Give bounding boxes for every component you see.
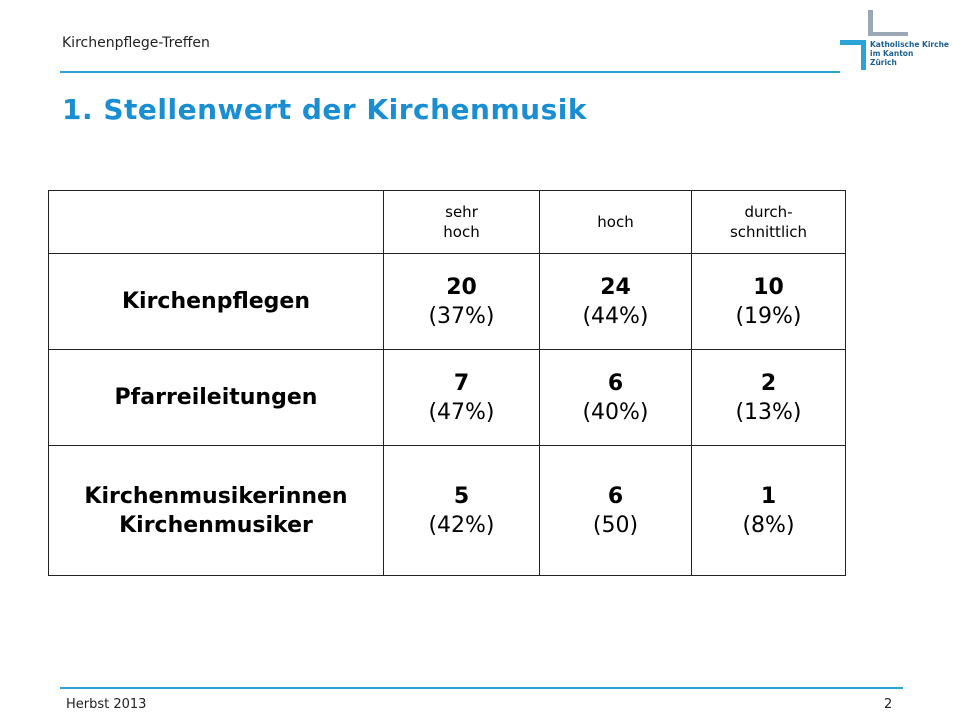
row-header-line: Kirchenpflegen [121, 289, 311, 314]
header-label: Kirchenpflege-Treffen [62, 35, 210, 51]
cell-percent: (42%) [428, 512, 495, 538]
table-corner-cell [49, 191, 384, 254]
table-cell [384, 254, 540, 350]
cell-percent: (40%) [582, 399, 649, 425]
logo-line: Katholische Kirche [870, 40, 949, 49]
cell-percent: (13%) [735, 399, 802, 425]
column-header-sehr-hoch [384, 191, 540, 254]
table-cell [692, 350, 846, 446]
row-header-kirchenmusiker [49, 446, 384, 576]
cell-percent: (44%) [582, 303, 649, 329]
results-table [48, 190, 846, 576]
table-cell [540, 446, 692, 576]
column-header-line: sehr [445, 203, 478, 221]
footer-label: Herbst 2013 [66, 697, 147, 712]
table-cell [692, 254, 846, 350]
cell-count: 1 [760, 483, 777, 509]
table-cell [384, 350, 540, 446]
cell-count: 24 [600, 274, 631, 300]
row-header-pfarreileitungen [49, 350, 384, 446]
cell-count: 20 [446, 274, 477, 300]
table-cell [692, 446, 846, 576]
column-header-line: schnittlich [729, 223, 808, 241]
table-cell [384, 446, 540, 576]
logo-text [870, 40, 949, 67]
column-header-line: durch- [744, 203, 793, 221]
cell-percent: (8%) [742, 512, 795, 538]
row-header-line: Kirchenmusikerinnen [84, 483, 348, 509]
header-divider [60, 71, 840, 73]
column-header-hoch [540, 191, 692, 254]
footer-divider [60, 687, 903, 689]
row-header-kirchenpflegen [49, 254, 384, 350]
cell-percent: (47%) [428, 399, 495, 425]
cell-count: 6 [607, 370, 624, 396]
cell-count: 6 [607, 483, 624, 509]
cell-count: 10 [753, 274, 784, 300]
logo-line: Zürich [870, 58, 897, 67]
table-cell [540, 254, 692, 350]
row-header-line: Pfarreileitungen [114, 385, 318, 410]
cell-count: 2 [760, 370, 777, 396]
cell-percent: (19%) [735, 303, 802, 329]
column-header-durchschnittlich [692, 191, 846, 254]
table-row [49, 350, 846, 446]
cell-count: 7 [453, 370, 470, 396]
table-row [49, 254, 846, 350]
cell-percent: (50) [592, 512, 639, 538]
table-cell [540, 350, 692, 446]
page-title: 1. Stellenwert der Kirchenmusik [62, 93, 587, 126]
row-header-line: Kirchenmusiker [119, 512, 313, 538]
cell-count: 5 [453, 483, 470, 509]
column-header-line: hoch [597, 213, 634, 231]
table-header-row [49, 191, 846, 254]
table-row [49, 446, 846, 576]
logo-line: im Kanton [870, 49, 914, 58]
column-header-line: hoch [443, 223, 480, 241]
cell-percent: (37%) [428, 303, 495, 329]
page-number: 2 [884, 697, 893, 712]
